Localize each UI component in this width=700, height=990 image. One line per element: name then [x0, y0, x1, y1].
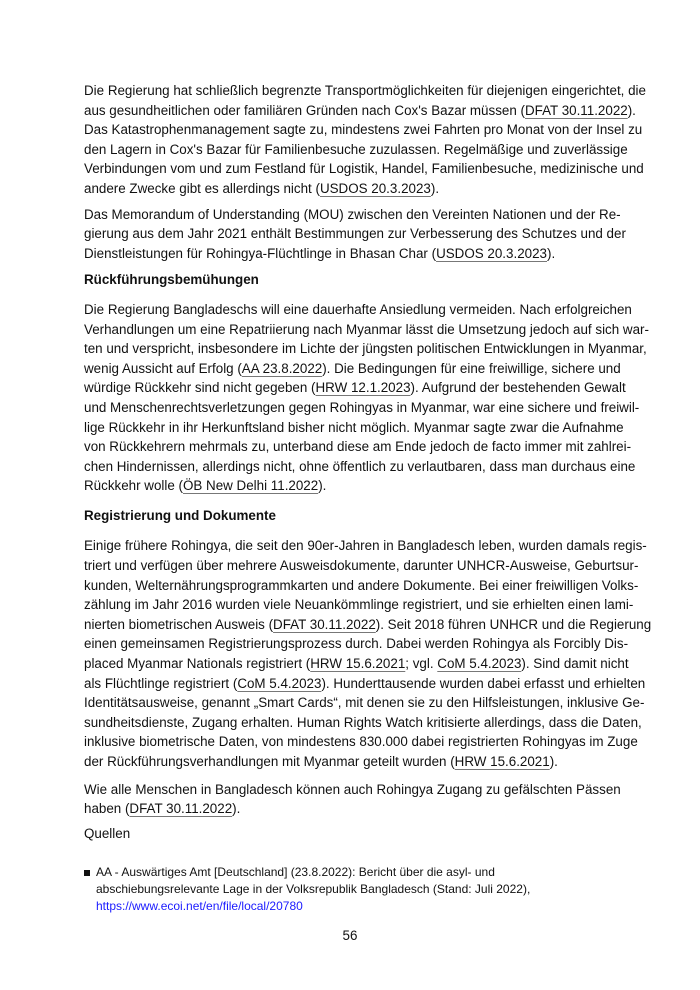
- citation-link[interactable]: DFAT 30.11.2022: [273, 616, 376, 632]
- text-segment: als Flüchtlinge registriert (: [84, 675, 238, 691]
- text-segment: nierten biometrischen Ausweis (: [84, 616, 274, 632]
- text-segment: aus gesundheitlichen oder familiären Gründen nach Cox's Bazar müssen (: [84, 102, 525, 118]
- text-segment: ). Hunderttausende wurden dabei erfasst und erhielten: [321, 675, 646, 691]
- text-line: [84, 418, 624, 438]
- text-line: [84, 244, 616, 264]
- text-line: [84, 359, 621, 379]
- text-line: [84, 378, 626, 398]
- text-segment: einen gemeinsamen Registrierungsprozess durch. Dabei werden Rohingya als Forcibly Dis-: [84, 636, 629, 652]
- text-segment: ). Seit 2018 führen UNHCR und die Regierung: [375, 616, 652, 632]
- text-segment: Identitätsausweise, genannt „Smart Cards“, mit denen sie zu den Hilfsleistungen, inklusive Ge-: [84, 695, 645, 711]
- citation-link[interactable]: HRW 15.6.2021: [454, 754, 550, 769]
- text-line: [84, 300, 632, 320]
- text-segment: Rückkehr wolle (: [84, 478, 183, 494]
- text-line: [84, 120, 643, 140]
- text-segment: Das Memorandum of Understanding (MOU) zwischen den Vereinten Nationen und der Re-: [84, 206, 621, 222]
- text-segment: ).: [549, 754, 558, 769]
- paragraph: [84, 780, 621, 819]
- text-segment: von Rückkehrern mehrmals zu, unterband diese am Ende jedoch de facto immer mit zahlrei-: [84, 439, 632, 455]
- text-segment: ). Die Bedingungen für eine freiwillige, sichere und: [322, 360, 621, 376]
- text-segment: gierung aus dem Jahr 2021 enthält Bestimmungen zur Verbesserung des Schutzes und der: [84, 226, 626, 242]
- text-segment: Verhandlungen um eine Repatriierung nach Myanmar lässt die Umsetzung jedoch auf sich war-: [84, 321, 649, 337]
- text-segment: ).: [627, 102, 636, 118]
- text-segment: ; vgl.: [405, 656, 438, 672]
- text-line: [84, 437, 632, 457]
- text-line: [84, 780, 621, 800]
- document-body: [84, 81, 652, 843]
- citation-link[interactable]: CoM 5.4.2023: [237, 675, 322, 691]
- citation-link[interactable]: DFAT 30.11.2022: [524, 102, 628, 118]
- text-line: [84, 339, 647, 359]
- text-line: [84, 674, 646, 694]
- citation-link[interactable]: USDOS 20.3.2023: [436, 245, 547, 261]
- paragraph: [84, 81, 646, 199]
- source-item: [96, 864, 618, 915]
- text-segment: haben (: [84, 801, 130, 817]
- citation-link[interactable]: AA 23.8.2022: [241, 360, 323, 376]
- text-segment: Die Regierung Bangladeschs will eine dauerhafte Ansiedlung vermeiden. Nach erfolgreichen: [84, 301, 632, 317]
- text-segment: Dienstleistungen für Rohingya-Flüchtlinge in Bhasan Char (: [84, 245, 437, 261]
- text-line: [84, 179, 616, 199]
- citation-link[interactable]: DFAT 30.11.2022: [129, 801, 233, 817]
- text-segment: und Menschenrechtsverletzungen gegen Rohingyas in Myanmar, war eine sichere und freiwil-: [84, 399, 640, 415]
- citation-link[interactable]: HRW 15.6.2021: [310, 656, 406, 672]
- text-line: [84, 654, 629, 674]
- sources-list: [96, 864, 618, 915]
- text-segment: sundheitsdienste, Zugang erhalten. Human Rights Watch kritisierte allerdings, dass die Daten,: [84, 714, 642, 730]
- text-segment: ). Aufgrund der bestehenden Gewalt: [410, 380, 626, 396]
- text-line: [84, 693, 645, 713]
- citation-link[interactable]: CoM 5.4.2023: [437, 656, 522, 672]
- paragraph: [84, 300, 649, 496]
- text-line: [84, 595, 634, 615]
- sources-label: Quellen: [84, 825, 131, 841]
- text-segment: Das Katastrophenmanagement sagte zu, mindestens zwei Fahrten pro Monat von der Insel zu: [84, 122, 643, 138]
- text-segment: lige Rückkehr in ihr Herkunftsland bisher nicht möglich. Myanmar sagte zwar die Aufnahme: [84, 419, 624, 435]
- text-segment: den Lagern in Cox's Bazar für Familienbesuche zuzulassen. Regelmäßige und zuverlässige: [84, 141, 628, 157]
- text-line: [84, 101, 636, 121]
- text-line: [84, 713, 642, 733]
- text-line: [84, 205, 621, 225]
- source-text: AA - Auswärtiges Amt [Deutschland] (23.8.2022): Bericht über die asyl- und abschiebungsrelevante Lage in der Volksrepublik Bangladesch (Stand: Juli 2022),: [96, 865, 531, 896]
- text-segment: ).: [318, 478, 327, 494]
- text-segment: andere Zwecke gibt es allerdings nicht (: [84, 180, 320, 196]
- source-url-link[interactable]: https://www.ecoi.net/en/file/local/20780: [96, 899, 303, 913]
- text-segment: ten und verspricht, insbesondere im Lichte der jüngsten politischen Entwicklungen in Myanmar,: [84, 341, 647, 357]
- text-segment: triert und verfügen über mehrere Ausweisdokumente, darunter UNHCR-Ausweise, Geburtsur-: [84, 558, 639, 574]
- text-line: [84, 752, 616, 772]
- text-segment: ).: [547, 245, 556, 261]
- text-line: [84, 140, 628, 160]
- text-segment: ). Sind damit nicht: [521, 656, 629, 672]
- text-line: [84, 224, 626, 244]
- text-segment: placed Myanmar Nationals registriert (: [84, 656, 311, 672]
- text-line: [84, 536, 647, 556]
- text-line: [84, 556, 639, 576]
- text-line: [84, 476, 616, 496]
- text-segment: ).: [430, 180, 440, 196]
- text-segment: Die Regierung hat schließlich begrenzte Transportmöglichkeiten für diejenigen eingerichtet, die: [84, 83, 646, 98]
- text-line: [84, 799, 616, 819]
- text-segment: der Rückführungsverhandlungen mit Myanmar geteilt wurden (: [84, 754, 455, 769]
- text-segment: wenig Aussicht auf Erfolg (: [84, 360, 242, 376]
- citation-link[interactable]: ÖB New Delhi 11.2022: [182, 478, 319, 494]
- paragraph: [84, 536, 652, 771]
- text-line: [84, 457, 636, 477]
- text-line: [84, 615, 652, 635]
- text-segment: kunden, Welternährungsprogrammkarten und andere Dokumente. Bei einer freiwilligen Volks-: [84, 577, 639, 593]
- citation-link[interactable]: USDOS 20.3.2023: [319, 180, 431, 196]
- text-line: [84, 320, 649, 340]
- text-segment: inklusive biometrische Daten, von mindestens 830.000 dabei registrierten Rohingyas im Zuge: [84, 734, 638, 750]
- text-segment: chen Hindernissen, allerdings nicht, ohne öffentlich zu verlautbaren, dass man durchaus eine: [84, 458, 636, 474]
- citation-link[interactable]: HRW 12.1.2023: [315, 380, 411, 396]
- text-segment: würdige Rückkehr sind nicht gegeben (: [84, 380, 316, 396]
- text-segment: ).: [232, 801, 241, 817]
- text-line: [84, 634, 629, 654]
- page-number: 56: [342, 928, 358, 943]
- text-segment: Wie alle Menschen in Bangladesch können auch Rohingya Zugang zu gefälschten Pässen: [84, 781, 621, 797]
- text-line: [84, 159, 644, 179]
- text-line: [84, 398, 640, 418]
- text-segment: Einige frühere Rohingya, die seit den 90er-Jahren in Bangladesch leben, wurden damals regis-: [84, 538, 647, 554]
- bullet-square-icon: [84, 870, 90, 876]
- section-heading: Rückführungsbemühungen: [84, 272, 259, 288]
- section-heading: Registrierung und Dokumente: [84, 507, 276, 523]
- paragraph: [84, 205, 626, 264]
- text-line: [84, 81, 646, 101]
- text-line: [84, 576, 639, 596]
- text-segment: zählung im Jahr 2016 wurden viele Neuankömmlinge registriert, und sie erhielten einen lami-: [84, 597, 634, 613]
- text-line: [84, 732, 638, 752]
- text-segment: Verbindungen vom und zum Festland für Logistik, Handel, Familienbesuche, medizinische und: [84, 161, 644, 177]
